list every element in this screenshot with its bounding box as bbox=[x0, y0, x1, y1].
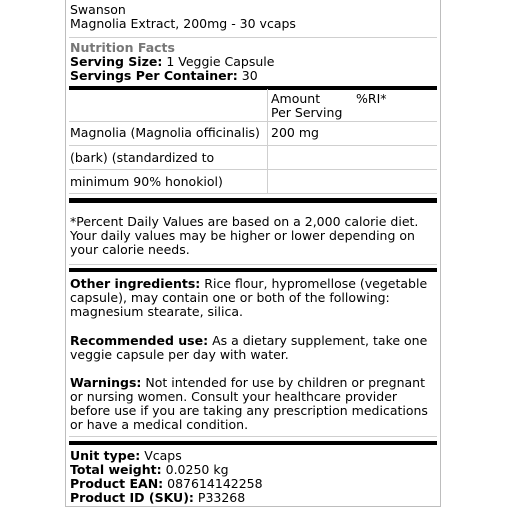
ingredient-name-cont: minimum 90% honokiol) bbox=[70, 174, 223, 189]
divider bbox=[69, 37, 437, 38]
total-weight-value: 0.0250 kg bbox=[165, 462, 229, 477]
brand-name: Swanson bbox=[70, 2, 126, 17]
divider bbox=[69, 169, 437, 170]
product-sku-label: Product ID (SKU): bbox=[70, 490, 194, 505]
product-name: Magnolia Extract, 200mg - 30 vcaps bbox=[70, 16, 296, 31]
servings-label: Servings Per Container: bbox=[70, 68, 238, 83]
other-ingredients-label: Other ingredients: bbox=[70, 276, 201, 291]
serving-size-value: 1 Veggie Capsule bbox=[166, 54, 275, 69]
recommended-use-text: As a dietary supplement, take one bbox=[212, 333, 428, 348]
nutrition-facts-title: Nutrition Facts bbox=[70, 40, 175, 55]
product-ean-label: Product EAN: bbox=[70, 476, 164, 491]
recommended-use-text: veggie capsule per day with water. bbox=[70, 347, 289, 362]
serving-size bbox=[70, 55, 274, 69]
warnings-label: Warnings: bbox=[70, 375, 142, 390]
serving-size-label: Serving Size: bbox=[70, 54, 163, 69]
ingredient-name-cont: (bark) (standardized to bbox=[70, 150, 215, 165]
unit-type-label: Unit type: bbox=[70, 448, 141, 463]
divider bbox=[69, 436, 437, 437]
product-details bbox=[70, 449, 436, 505]
amount-header-line2: Per Serving bbox=[271, 105, 343, 120]
warnings bbox=[70, 376, 436, 432]
product-ean-value: 087614142258 bbox=[167, 476, 263, 491]
servings-value: 30 bbox=[241, 68, 258, 83]
daily-value-footnote bbox=[70, 215, 436, 257]
ingredient-amount: 200 mg bbox=[271, 125, 319, 140]
servings-per-container bbox=[70, 69, 258, 83]
thick-rule bbox=[69, 441, 437, 445]
other-ingredients bbox=[70, 277, 436, 319]
other-ingredients-text: capsule), may contain one or both of the following: bbox=[70, 290, 390, 305]
total-weight-label: Total weight: bbox=[70, 462, 162, 477]
divider bbox=[69, 121, 437, 122]
rdi-header: %RI* bbox=[356, 91, 387, 106]
footnote-line: Your daily values may be higher or lower depending on bbox=[70, 228, 415, 243]
thick-rule bbox=[69, 86, 437, 90]
footnote-line: *Percent Daily Values are based on a 2,000 calorie diet. bbox=[70, 214, 419, 229]
product-sku-value: P33268 bbox=[197, 490, 246, 505]
column-divider bbox=[267, 89, 268, 194]
divider bbox=[69, 145, 437, 146]
other-ingredients-text: Rice flour, hypromellose (vegetable bbox=[204, 276, 428, 291]
thick-rule bbox=[69, 198, 437, 203]
divider bbox=[69, 264, 437, 265]
warnings-text: or nursing women. Consult your healthcare provider bbox=[70, 389, 398, 404]
ingredient-name: Magnolia (Magnolia officinalis) bbox=[70, 125, 260, 140]
amount-header bbox=[271, 92, 342, 120]
footnote-line: your calorie needs. bbox=[70, 242, 190, 257]
warnings-text: before use if you are taking any prescription medications bbox=[70, 403, 428, 418]
divider bbox=[69, 193, 437, 194]
thick-rule bbox=[69, 268, 437, 272]
recommended-use-label: Recommended use: bbox=[70, 333, 209, 348]
supplement-facts-label bbox=[65, 0, 441, 507]
recommended-use bbox=[70, 334, 436, 362]
warnings-text: or have a medical condition. bbox=[70, 417, 249, 432]
other-ingredients-text: magnesium stearate, silica. bbox=[70, 304, 243, 319]
amount-header-line1: Amount bbox=[271, 91, 321, 106]
unit-type-value: Vcaps bbox=[144, 448, 182, 463]
warnings-text: Not intended for use by children or pregnant bbox=[145, 375, 426, 390]
